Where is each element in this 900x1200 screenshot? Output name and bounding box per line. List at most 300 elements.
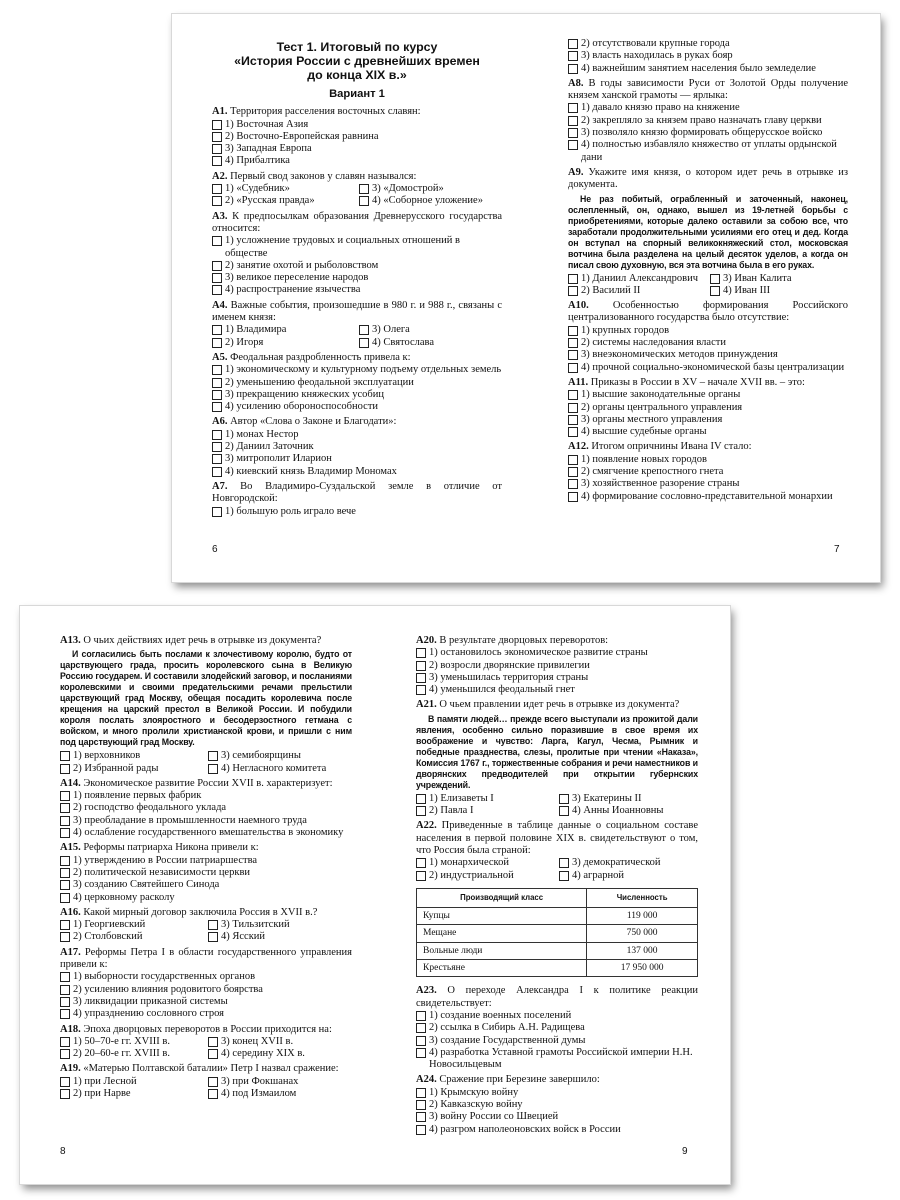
answer-option[interactable] bbox=[212, 429, 502, 441]
answer-checkbox[interactable] bbox=[60, 985, 70, 995]
answer-checkbox[interactable] bbox=[559, 871, 569, 881]
answer-option[interactable] bbox=[60, 1036, 204, 1048]
option-label: 1) верховников bbox=[73, 750, 141, 762]
answer-checkbox[interactable] bbox=[208, 920, 218, 930]
answer-option[interactable] bbox=[559, 857, 698, 869]
population-table bbox=[416, 888, 698, 977]
option-label: 4) разгром наполеоновских войск в России bbox=[429, 1123, 621, 1135]
answer-checkbox[interactable] bbox=[60, 1049, 70, 1059]
answer-option[interactable] bbox=[212, 235, 502, 260]
answer-checkbox[interactable] bbox=[60, 1077, 70, 1087]
answer-option[interactable] bbox=[208, 931, 352, 943]
answer-checkbox[interactable] bbox=[568, 350, 578, 360]
answer-options bbox=[568, 38, 848, 75]
question-prompt: В годы зависимости Руси от Золотой Орды получение князем ханской грамоты — ярлыка: bbox=[568, 77, 848, 102]
answer-checkbox[interactable] bbox=[212, 430, 222, 440]
answer-checkbox[interactable] bbox=[416, 673, 426, 683]
answer-checkbox[interactable] bbox=[60, 932, 70, 942]
answer-option[interactable] bbox=[212, 506, 502, 518]
answer-option[interactable] bbox=[60, 827, 352, 839]
answer-checkbox[interactable] bbox=[568, 39, 578, 49]
answer-checkbox[interactable] bbox=[568, 338, 578, 348]
answer-checkbox[interactable] bbox=[212, 184, 222, 194]
answer-options bbox=[60, 971, 352, 1020]
answer-checkbox[interactable] bbox=[60, 1009, 70, 1019]
answer-checkbox[interactable] bbox=[416, 661, 426, 671]
question-number: А13. bbox=[60, 635, 84, 646]
answer-option[interactable] bbox=[212, 401, 502, 413]
answer-checkbox[interactable] bbox=[568, 455, 578, 465]
answer-option[interactable] bbox=[212, 260, 502, 272]
option-label: 1) крупных городов bbox=[581, 324, 670, 336]
answer-checkbox[interactable] bbox=[208, 1077, 218, 1087]
answer-checkbox[interactable] bbox=[212, 285, 222, 295]
answer-checkbox[interactable] bbox=[60, 972, 70, 982]
answer-checkbox[interactable] bbox=[359, 196, 369, 206]
option-label: 4) Прибалтика bbox=[225, 155, 290, 167]
answer-option[interactable] bbox=[568, 285, 706, 297]
document-excerpt bbox=[416, 714, 698, 791]
answer-checkbox[interactable] bbox=[60, 868, 70, 878]
answer-checkbox[interactable] bbox=[212, 507, 222, 517]
answer-checkbox[interactable] bbox=[60, 893, 70, 903]
answer-checkbox[interactable] bbox=[212, 467, 222, 477]
answer-checkbox[interactable] bbox=[568, 467, 578, 477]
answer-checkbox[interactable] bbox=[416, 648, 426, 658]
answer-checkbox[interactable] bbox=[60, 791, 70, 801]
option-label: 4) киевский князь Владимир Мономах bbox=[225, 465, 397, 477]
answer-checkbox[interactable] bbox=[568, 492, 578, 502]
answer-option[interactable] bbox=[568, 349, 848, 361]
answer-option[interactable] bbox=[359, 183, 502, 195]
option-label: 3) Олега bbox=[372, 324, 410, 336]
option-label: 3) семибоярщины bbox=[221, 750, 301, 762]
answer-checkbox[interactable] bbox=[212, 196, 222, 206]
question-block bbox=[60, 635, 352, 775]
answer-option[interactable] bbox=[416, 1010, 698, 1022]
answer-checkbox[interactable] bbox=[60, 1089, 70, 1099]
question-number: А1. bbox=[212, 106, 231, 118]
answer-checkbox[interactable] bbox=[559, 858, 569, 868]
answer-option[interactable] bbox=[60, 984, 352, 996]
answer-option[interactable] bbox=[568, 389, 848, 401]
option-label: 2) «Русская правда» bbox=[225, 195, 315, 207]
option-label: 2) закрепляло за князем право назначать главу церкви bbox=[581, 114, 822, 126]
table-cell: Мещане bbox=[417, 925, 587, 942]
answer-checkbox[interactable] bbox=[568, 415, 578, 425]
answer-checkbox[interactable] bbox=[416, 1125, 426, 1135]
answer-option[interactable] bbox=[568, 414, 848, 426]
answer-option[interactable] bbox=[212, 364, 502, 376]
answer-checkbox[interactable] bbox=[416, 858, 426, 868]
answer-option[interactable] bbox=[568, 426, 848, 438]
option-label: 2) господство феодального уклада bbox=[73, 802, 227, 814]
answer-option[interactable] bbox=[416, 647, 698, 659]
option-label: 4) под Измаилом bbox=[221, 1088, 297, 1100]
option-label: 3) преобладание в промышленности наемного труда bbox=[73, 814, 307, 826]
answer-checkbox[interactable] bbox=[416, 1011, 426, 1021]
questions-page-9 bbox=[416, 635, 698, 1136]
answer-checkbox[interactable] bbox=[212, 132, 222, 142]
answer-checkbox[interactable] bbox=[568, 103, 578, 113]
answer-option[interactable] bbox=[60, 750, 204, 762]
answer-options bbox=[416, 1087, 698, 1136]
answer-checkbox[interactable] bbox=[60, 751, 70, 761]
answer-option[interactable] bbox=[568, 102, 848, 114]
answer-checkbox[interactable] bbox=[208, 1037, 218, 1047]
answer-checkbox[interactable] bbox=[60, 997, 70, 1007]
answer-option[interactable] bbox=[559, 805, 698, 817]
option-label: 1) большую роль играло вече bbox=[225, 505, 356, 517]
question-number: А14. bbox=[60, 777, 84, 789]
option-label: 1) Крымскую войну bbox=[429, 1086, 519, 1098]
question-text bbox=[416, 635, 698, 647]
answer-option[interactable] bbox=[60, 1048, 204, 1060]
table-cell: Вольные люди bbox=[417, 942, 587, 959]
answer-option[interactable] bbox=[568, 127, 848, 139]
page-number-6: 6 bbox=[212, 544, 218, 555]
answer-option[interactable] bbox=[212, 155, 502, 167]
answer-option[interactable] bbox=[416, 1035, 698, 1047]
option-label: 1) при Лесной bbox=[73, 1075, 137, 1087]
question-prompt: Реформы Петра I в области государственного управления привели к: bbox=[60, 946, 352, 971]
answer-option[interactable] bbox=[208, 1088, 352, 1100]
answer-option[interactable] bbox=[60, 867, 352, 879]
question-text bbox=[568, 78, 848, 103]
answer-option[interactable] bbox=[60, 815, 352, 827]
answer-option[interactable] bbox=[208, 919, 352, 931]
answer-checkbox[interactable] bbox=[416, 1023, 426, 1033]
answer-option[interactable] bbox=[568, 273, 706, 285]
answer-option[interactable] bbox=[212, 195, 355, 207]
page-8-column bbox=[60, 632, 352, 1100]
answer-option[interactable] bbox=[416, 1047, 698, 1072]
answer-option[interactable] bbox=[60, 919, 204, 931]
answer-option[interactable] bbox=[568, 139, 848, 164]
answer-checkbox[interactable] bbox=[416, 794, 426, 804]
answer-options bbox=[416, 1010, 698, 1071]
answer-option[interactable] bbox=[416, 660, 698, 672]
answer-option[interactable] bbox=[60, 802, 352, 814]
answer-option[interactable] bbox=[710, 273, 848, 285]
question-number: А4. bbox=[212, 299, 231, 311]
answer-checkbox[interactable] bbox=[212, 378, 222, 388]
page-number-7: 7 bbox=[834, 544, 840, 555]
question-text bbox=[60, 842, 352, 854]
title-line-3: до конца XIX в.» bbox=[307, 68, 407, 82]
answer-option[interactable] bbox=[212, 441, 502, 453]
answer-option[interactable] bbox=[359, 337, 502, 349]
option-label: 3) внеэкономических методов принуждения bbox=[581, 349, 778, 361]
answer-option[interactable] bbox=[416, 1099, 698, 1111]
answer-option[interactable] bbox=[212, 272, 502, 284]
option-label: 2) системы наследования власти bbox=[581, 337, 726, 349]
question-block bbox=[568, 167, 848, 297]
answer-checkbox[interactable] bbox=[212, 273, 222, 283]
question-block bbox=[212, 106, 502, 167]
answer-option[interactable] bbox=[212, 389, 502, 401]
answer-checkbox[interactable] bbox=[212, 156, 222, 166]
option-label: 3) при Фокшанах bbox=[221, 1075, 299, 1087]
option-label: 3) ликвидации приказной системы bbox=[73, 995, 228, 1007]
answer-checkbox[interactable] bbox=[359, 338, 369, 348]
answer-checkbox[interactable] bbox=[60, 1037, 70, 1047]
answer-option[interactable] bbox=[212, 183, 355, 195]
table-row bbox=[417, 960, 698, 977]
answer-checkbox[interactable] bbox=[208, 751, 218, 761]
answer-checkbox[interactable] bbox=[568, 390, 578, 400]
question-number: А23. bbox=[416, 985, 448, 997]
answer-option[interactable] bbox=[212, 143, 502, 155]
answer-option[interactable] bbox=[416, 1022, 698, 1034]
answer-options bbox=[568, 454, 848, 503]
page-6-column bbox=[212, 40, 502, 518]
answer-checkbox[interactable] bbox=[208, 764, 218, 774]
answer-checkbox[interactable] bbox=[212, 442, 222, 452]
answer-checkbox[interactable] bbox=[60, 764, 70, 774]
answer-checkbox[interactable] bbox=[568, 140, 578, 150]
answer-checkbox[interactable] bbox=[60, 880, 70, 890]
table-cell: 750 000 bbox=[587, 925, 698, 942]
question-number: А15. bbox=[60, 842, 84, 854]
answer-options bbox=[212, 183, 502, 208]
question-block bbox=[416, 985, 698, 1071]
answer-checkbox[interactable] bbox=[212, 402, 222, 412]
option-label: 2) смягчение крепостного гнета bbox=[581, 466, 724, 478]
answer-option[interactable] bbox=[416, 805, 555, 817]
answer-checkbox[interactable] bbox=[568, 286, 578, 296]
question-number: А3. bbox=[212, 210, 233, 222]
question-number: А11. bbox=[568, 376, 591, 388]
answer-checkbox[interactable] bbox=[212, 454, 222, 464]
answer-checkbox[interactable] bbox=[416, 1100, 426, 1110]
option-label: 3) уменьшилась территория страны bbox=[429, 671, 589, 683]
answer-option[interactable] bbox=[416, 672, 698, 684]
option-label: 3) созданию Святейшего Синода bbox=[73, 879, 220, 891]
question-block bbox=[60, 842, 352, 903]
answer-checkbox[interactable] bbox=[559, 806, 569, 816]
answer-option[interactable] bbox=[416, 793, 555, 805]
answer-checkbox[interactable] bbox=[568, 128, 578, 138]
question-prompt: Первый свод законов у славян назывался: bbox=[230, 170, 417, 182]
answer-checkbox[interactable] bbox=[416, 685, 426, 695]
question-block bbox=[212, 300, 502, 349]
answer-checkbox[interactable] bbox=[60, 816, 70, 826]
document-excerpt bbox=[568, 194, 848, 271]
answer-checkbox[interactable] bbox=[212, 390, 222, 400]
answer-option[interactable] bbox=[60, 971, 352, 983]
answer-checkbox[interactable] bbox=[416, 871, 426, 881]
question-text bbox=[416, 820, 698, 857]
answer-option[interactable] bbox=[568, 454, 848, 466]
answer-option[interactable] bbox=[568, 337, 848, 349]
answer-option[interactable] bbox=[208, 1036, 352, 1048]
answer-option[interactable] bbox=[212, 377, 502, 389]
answer-option[interactable] bbox=[208, 1076, 352, 1088]
question-prompt: О переходе Александра I к политике реакции свидетельствует: bbox=[416, 985, 698, 1009]
answer-checkbox[interactable] bbox=[416, 1088, 426, 1098]
answer-options bbox=[60, 1036, 352, 1061]
answer-option[interactable] bbox=[212, 284, 502, 296]
answer-option[interactable] bbox=[416, 1111, 698, 1123]
question-text bbox=[568, 300, 848, 325]
answer-checkbox[interactable] bbox=[568, 51, 578, 61]
question-block bbox=[212, 416, 502, 477]
answer-checkbox[interactable] bbox=[568, 363, 578, 373]
answer-option[interactable] bbox=[60, 892, 352, 904]
answer-option[interactable] bbox=[60, 855, 352, 867]
answer-option[interactable] bbox=[212, 131, 502, 143]
answer-checkbox[interactable] bbox=[568, 427, 578, 437]
answer-option[interactable] bbox=[568, 466, 848, 478]
option-label: 4) Святослава bbox=[372, 336, 435, 348]
option-label: 4) важнейшим занятием населения было земледелие bbox=[581, 62, 816, 74]
answer-options bbox=[212, 324, 502, 349]
answer-option[interactable] bbox=[212, 324, 355, 336]
answer-checkbox[interactable] bbox=[416, 1112, 426, 1122]
answer-option[interactable] bbox=[60, 1076, 204, 1088]
question-block bbox=[60, 778, 352, 839]
answer-option[interactable] bbox=[568, 115, 848, 127]
answer-checkbox[interactable] bbox=[568, 116, 578, 126]
answer-option[interactable] bbox=[60, 931, 204, 943]
answer-option[interactable] bbox=[568, 63, 848, 75]
answer-checkbox[interactable] bbox=[568, 403, 578, 413]
table-header-cell: Производящий класс bbox=[417, 888, 587, 907]
question-text bbox=[212, 211, 502, 236]
answer-checkbox[interactable] bbox=[60, 828, 70, 838]
option-label: 2) Восточно-Европейская равнина bbox=[225, 130, 379, 142]
option-label: 3) власть находилась в руках бояр bbox=[581, 50, 733, 62]
question-number: А5. bbox=[212, 351, 231, 363]
question-prompt: О чьих действиях идет речь в отрывке из документа? bbox=[83, 635, 322, 646]
answer-checkbox[interactable] bbox=[359, 184, 369, 194]
answer-option[interactable] bbox=[416, 857, 555, 869]
answer-checkbox[interactable] bbox=[710, 274, 720, 284]
answer-checkbox[interactable] bbox=[568, 274, 578, 284]
answer-option[interactable] bbox=[212, 119, 502, 131]
answer-option[interactable] bbox=[60, 996, 352, 1008]
answer-option[interactable] bbox=[60, 763, 204, 775]
answer-checkbox[interactable] bbox=[212, 338, 222, 348]
answer-option[interactable] bbox=[359, 195, 502, 207]
answer-option[interactable] bbox=[208, 1048, 352, 1060]
answer-option[interactable] bbox=[568, 402, 848, 414]
answer-option[interactable] bbox=[416, 870, 555, 882]
question-number: А17. bbox=[60, 946, 85, 958]
option-label: 1) появление новых городов bbox=[581, 453, 707, 465]
answer-checkbox[interactable] bbox=[416, 1048, 426, 1058]
question-block bbox=[60, 947, 352, 1021]
option-label: 1) давало князю право на княжение bbox=[581, 102, 740, 114]
answer-option[interactable] bbox=[212, 453, 502, 465]
question-number: А16. bbox=[60, 906, 84, 918]
answer-checkbox[interactable] bbox=[568, 479, 578, 489]
answer-option[interactable] bbox=[568, 478, 848, 490]
answer-checkbox[interactable] bbox=[212, 365, 222, 375]
answer-option[interactable] bbox=[60, 879, 352, 891]
answer-checkbox[interactable] bbox=[710, 286, 720, 296]
answer-option[interactable] bbox=[60, 1008, 352, 1020]
answer-checkbox[interactable] bbox=[212, 236, 222, 246]
answer-checkbox[interactable] bbox=[208, 1089, 218, 1099]
question-text bbox=[212, 416, 502, 428]
answer-checkbox[interactable] bbox=[416, 806, 426, 816]
option-label: 2) при Нарве bbox=[73, 1088, 131, 1100]
answer-checkbox[interactable] bbox=[208, 1049, 218, 1059]
answer-option[interactable] bbox=[568, 362, 848, 374]
answer-option[interactable] bbox=[559, 793, 698, 805]
question-prompt: «Матерью Полтавской баталии» Петр I назвал сражение: bbox=[83, 1063, 339, 1075]
question-block bbox=[568, 300, 848, 374]
excerpt-text: И согласились быть послами к злочестивому королю, будто от царствующего града, просить королевского сына в Великую Россию государем. И составили злодейский заговор, и посланиями королевскими и своими предательскими речами прельстили царствующий град Москву, обещая посадить королевича после крещения на царский престол в Великой России. И побудили короля послать злояростного и бесодерзостного гетмана с войском, и много пролили христианской крови, и пришли с ним под царствующий град Москву. bbox=[60, 649, 352, 748]
answer-option[interactable] bbox=[568, 325, 848, 337]
question-number: А24. bbox=[416, 1074, 440, 1086]
test-title bbox=[212, 40, 502, 82]
option-label: 3) Екатерины II bbox=[572, 792, 642, 804]
answer-option[interactable] bbox=[60, 1088, 204, 1100]
answer-options bbox=[568, 389, 848, 438]
answer-option[interactable] bbox=[568, 491, 848, 503]
answer-checkbox[interactable] bbox=[568, 64, 578, 74]
question-text bbox=[60, 947, 352, 972]
answer-option[interactable] bbox=[208, 763, 352, 775]
answer-option[interactable] bbox=[710, 285, 848, 297]
question-text bbox=[60, 907, 352, 919]
answer-checkbox[interactable] bbox=[416, 1036, 426, 1046]
question-prompt: Особенностью формирования Российского централизованного государства было отсутствие: bbox=[568, 300, 848, 324]
answer-option[interactable] bbox=[568, 50, 848, 62]
answer-option[interactable] bbox=[359, 324, 502, 336]
answer-checkbox[interactable] bbox=[60, 856, 70, 866]
answer-options bbox=[60, 750, 352, 775]
option-label: 4) «Соборное уложение» bbox=[372, 195, 483, 207]
answer-checkbox[interactable] bbox=[60, 803, 70, 813]
option-label: 1) Восточная Азия bbox=[225, 118, 309, 130]
excerpt-text: В памяти людей… прежде всего выступали из прожитой дали явления, особенно сильно поразившие в свое время их воображение и чувство: Ларга, Кагул, Чесма, Рымник и победные празднества, слезы, пролитые при чтении «Наказа», Комиссия 1767 г., торжественные собрания и речи наместников и дворянских предводителей при открытии губернских учреждений. bbox=[416, 713, 698, 790]
answer-checkbox[interactable] bbox=[559, 794, 569, 804]
questions-page-7 bbox=[568, 78, 848, 503]
answer-checkbox[interactable] bbox=[212, 120, 222, 130]
question-text bbox=[568, 167, 848, 192]
option-label: 1) появление первых фабрик bbox=[73, 790, 202, 802]
answer-checkbox[interactable] bbox=[60, 920, 70, 930]
answer-option[interactable] bbox=[568, 38, 848, 50]
answer-option[interactable] bbox=[60, 790, 352, 802]
option-label: 4) высшие судебные органы bbox=[581, 426, 707, 438]
question-text bbox=[568, 377, 848, 389]
answer-checkbox[interactable] bbox=[568, 326, 578, 336]
answer-checkbox[interactable] bbox=[212, 325, 222, 335]
answer-option[interactable] bbox=[416, 1124, 698, 1136]
answer-option[interactable] bbox=[212, 466, 502, 478]
answer-options bbox=[416, 647, 698, 696]
answer-option[interactable] bbox=[416, 1087, 698, 1099]
answer-option[interactable] bbox=[208, 750, 352, 762]
page-spread-top bbox=[172, 14, 880, 582]
answer-checkbox[interactable] bbox=[208, 932, 218, 942]
option-label: 1) создание военных поселений bbox=[429, 1009, 572, 1021]
answer-checkbox[interactable] bbox=[359, 325, 369, 335]
option-label: 3) прекращению княжеских усобиц bbox=[225, 388, 384, 400]
option-label: 2) занятие охотой и рыболовством bbox=[225, 259, 379, 271]
answer-checkbox[interactable] bbox=[212, 261, 222, 271]
answer-checkbox[interactable] bbox=[212, 144, 222, 154]
answer-option[interactable] bbox=[416, 684, 698, 696]
document-excerpt bbox=[60, 649, 352, 748]
answer-option[interactable] bbox=[212, 337, 355, 349]
answer-option[interactable] bbox=[559, 870, 698, 882]
